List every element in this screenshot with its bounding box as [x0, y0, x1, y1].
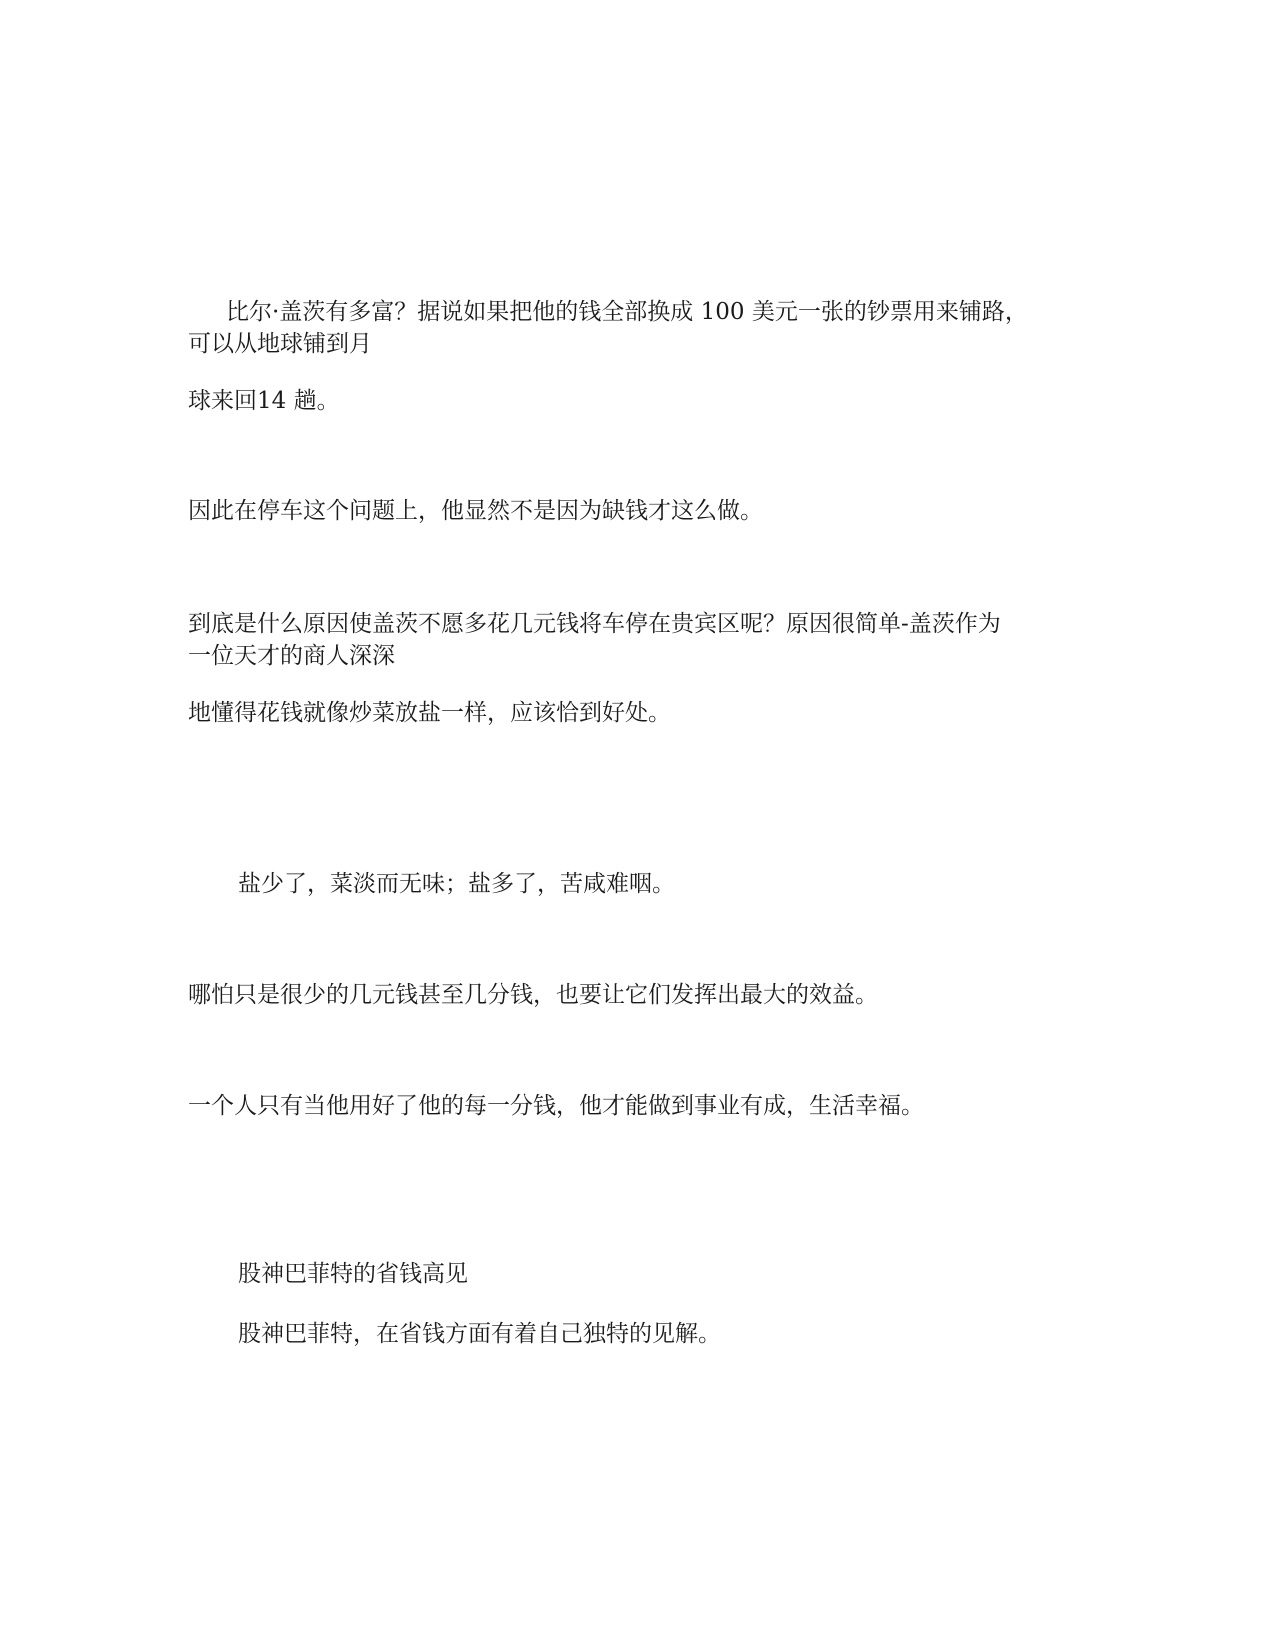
- paragraph-2-line-1: 因此在停车这个问题上，他显然不是因为缺钱才这么做。: [188, 498, 763, 524]
- paragraph-1-line-1: 比尔·盖茨有多富？据说如果把他的钱全部换成 100 美元一张的钞票用来铺路，: [226, 299, 1028, 325]
- paragraph-4-line-1: 盐少了，菜淡而无味；盐多了，苦咸难咽。: [238, 871, 675, 897]
- paragraph-1-line-2: 可以从地球铺到月: [188, 331, 372, 357]
- paragraph-7-line-1: 股神巴菲特，在省钱方面有着自己独特的见解。: [238, 1321, 721, 1347]
- paragraph-5-line-1: 哪怕只是很少的几元钱甚至几分钱，也要让它们发挥出最大的效益。: [188, 982, 878, 1008]
- paragraph-3-line-3: 地懂得花钱就像炒菜放盐一样，应该恰到好处。: [188, 700, 671, 726]
- paragraph-6-line-1: 一个人只有当他用好了他的每一分钱，他才能做到事业有成，生活幸福。: [188, 1093, 924, 1119]
- paragraph-3-line-1: 到底是什么原因使盖茨不愿多花几元钱将车停在贵宾区呢？原因很简单-盖茨作为: [188, 611, 1001, 637]
- section-heading: 股神巴菲特的省钱高见: [238, 1261, 468, 1287]
- paragraph-3-line-2: 一位天才的商人深深: [188, 643, 395, 669]
- paragraph-1-line-3: 球来回14 趟。: [188, 388, 340, 414]
